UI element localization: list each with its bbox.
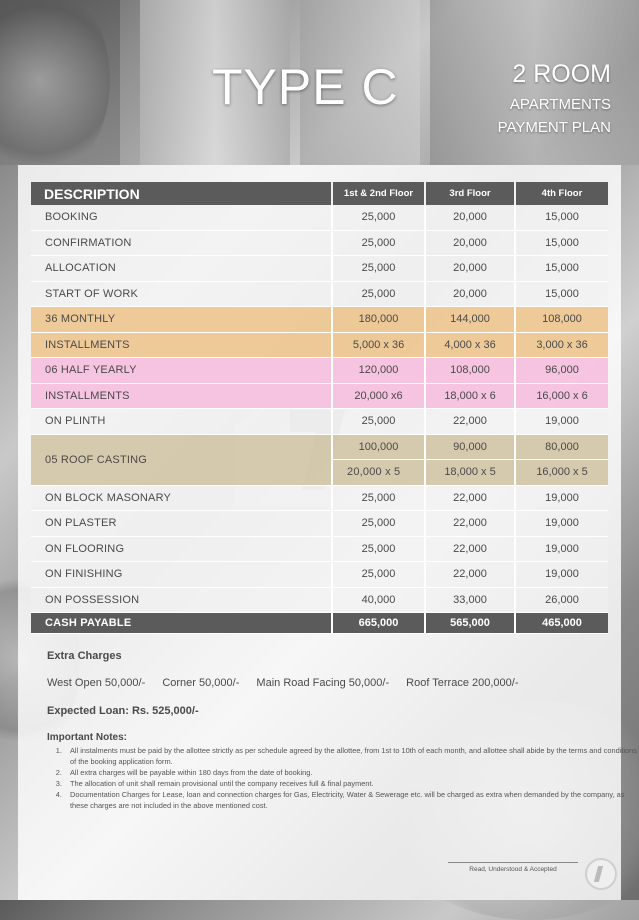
note-item: 1. All instalments must be paid by the allottee strictly as per schedule agreed by the allottee, from 1st to 10th of each month, and allottee shall abide by the terms and conditions of the booking application form. [64,745,639,767]
row-label: 06 HALF YEARLY [31,358,332,384]
row-label: ON PLINTH [31,409,332,435]
row-label: BOOKING [31,205,332,230]
cell-value: 19,000 [515,536,608,562]
table-row [31,307,608,333]
extra-charge-item: Roof Terrace 200,000/- [406,677,519,689]
cell-value: 80,000 [515,434,608,460]
row-label: INSTALLMENTS [31,383,332,409]
table-row [31,536,608,562]
cell-value: 20,000 x 5 [332,460,425,486]
cell-value: 22,000 [425,562,515,588]
cell-value: 40,000 [332,587,425,613]
row-label: ON FINISHING [31,562,332,588]
total-value: 465,000 [515,613,608,634]
cell-value: 20,000 [425,256,515,282]
column-header-floor-1-2: 1st & 2nd Floor [332,182,425,205]
row-label: ON PLASTER [31,511,332,537]
note-item: 4. Documentation Charges for Lease, loan and connection charges for Gas, Electricity, Water & Sewerage etc. will be charged as extra when demanded by the company, as these charges are not included in the above mentioned cost. [64,789,639,811]
payment-plan-table [31,182,608,634]
cell-value: 18,000 x 6 [425,383,515,409]
cell-value: 5,000 x 36 [332,332,425,358]
table-row [31,281,608,307]
extra-charge-item: West Open 50,000/- [47,677,146,689]
column-header-floor-4: 4th Floor [515,182,608,205]
cell-value: 19,000 [515,511,608,537]
table-row [31,205,608,230]
cell-value: 120,000 [332,358,425,384]
cell-value: 22,000 [425,511,515,537]
cell-value: 108,000 [515,307,608,333]
cell-value: 25,000 [332,256,425,282]
notes-list [18,745,639,811]
row-label: CONFIRMATION [31,230,332,256]
cell-value: 20,000 x6 [332,383,425,409]
cell-value: 19,000 [515,485,608,511]
signature-line: Read, Understood & Accepted [448,862,578,873]
cell-value: 25,000 [332,205,425,230]
row-label: INSTALLMENTS [31,332,332,358]
cell-value: 15,000 [515,256,608,282]
room-count: 2 ROOM [512,60,611,88]
table-row [31,511,608,537]
cell-value: 33,000 [425,587,515,613]
cell-value: 25,000 [332,230,425,256]
table-row [31,230,608,256]
column-header-floor-3: 3rd Floor [425,182,515,205]
row-label: ON BLOCK MASONARY [31,485,332,511]
table-row [31,332,608,358]
extra-charge-item: Main Road Facing 50,000/- [256,677,390,689]
cell-value: 25,000 [332,536,425,562]
cell-value: 26,000 [515,587,608,613]
extra-charges-heading: Extra Charges [47,650,122,662]
logo-icon [585,858,617,890]
row-label: ON POSSESSION [31,587,332,613]
cell-value: 90,000 [425,434,515,460]
row-label: 05 ROOF CASTING [31,434,332,485]
page-title: TYPE C [212,59,399,115]
cell-value: 15,000 [515,205,608,230]
cell-value: 25,000 [332,511,425,537]
cell-value: 25,000 [332,562,425,588]
cell-value: 18,000 x 5 [425,460,515,486]
expected-loan: Expected Loan: Rs. 525,000/- [47,705,199,717]
table-row [31,562,608,588]
cell-value: 22,000 [425,536,515,562]
cell-value: 100,000 [332,434,425,460]
row-label: ALLOCATION [31,256,332,282]
subtitle-payment-plan: PAYMENT PLAN [497,119,611,136]
row-label: 36 MONTHLY [31,307,332,333]
cell-value: 25,000 [332,281,425,307]
table-header-row [31,182,608,205]
cell-value: 15,000 [515,281,608,307]
cell-value: 15,000 [515,230,608,256]
cell-value: 20,000 [425,205,515,230]
extra-charges-list [47,677,532,689]
table-row [31,409,608,435]
cell-value: 19,000 [515,409,608,435]
note-item: 3. The allocation of unit shall remain provisional until the company receives full & final payment. [64,778,639,789]
cell-value: 16,000 x 6 [515,383,608,409]
extra-charge-item: Corner 50,000/- [162,677,240,689]
total-value: 565,000 [425,613,515,634]
table-row [31,434,608,460]
total-value: 665,000 [332,613,425,634]
cell-value: 3,000 x 36 [515,332,608,358]
cell-value: 180,000 [332,307,425,333]
table-row [31,383,608,409]
row-label: ON FLOORING [31,536,332,562]
subtitle-apartments: APARTMENTS [509,96,611,113]
cell-value: 19,000 [515,562,608,588]
cell-value: 22,000 [425,485,515,511]
cell-value: 20,000 [425,281,515,307]
cell-value: 20,000 [425,230,515,256]
cell-value: 144,000 [425,307,515,333]
cell-value: 25,000 [332,409,425,435]
table-row [31,485,608,511]
table-row [31,587,608,613]
total-label: CASH PAYABLE [31,613,332,634]
table-row [31,256,608,282]
cell-value: 4,000 x 36 [425,332,515,358]
cell-value: 96,000 [515,358,608,384]
cell-value: 25,000 [332,485,425,511]
cell-value: 16,000 x 5 [515,460,608,486]
total-row [31,613,608,634]
note-item: 2. All extra charges will be payable within 180 days from the date of booking. [64,767,639,778]
row-label: START OF WORK [31,281,332,307]
cell-value: 108,000 [425,358,515,384]
table-row [31,358,608,384]
notes-heading: Important Notes: [47,732,127,743]
column-header-description: DESCRIPTION [31,182,332,205]
cell-value: 22,000 [425,409,515,435]
